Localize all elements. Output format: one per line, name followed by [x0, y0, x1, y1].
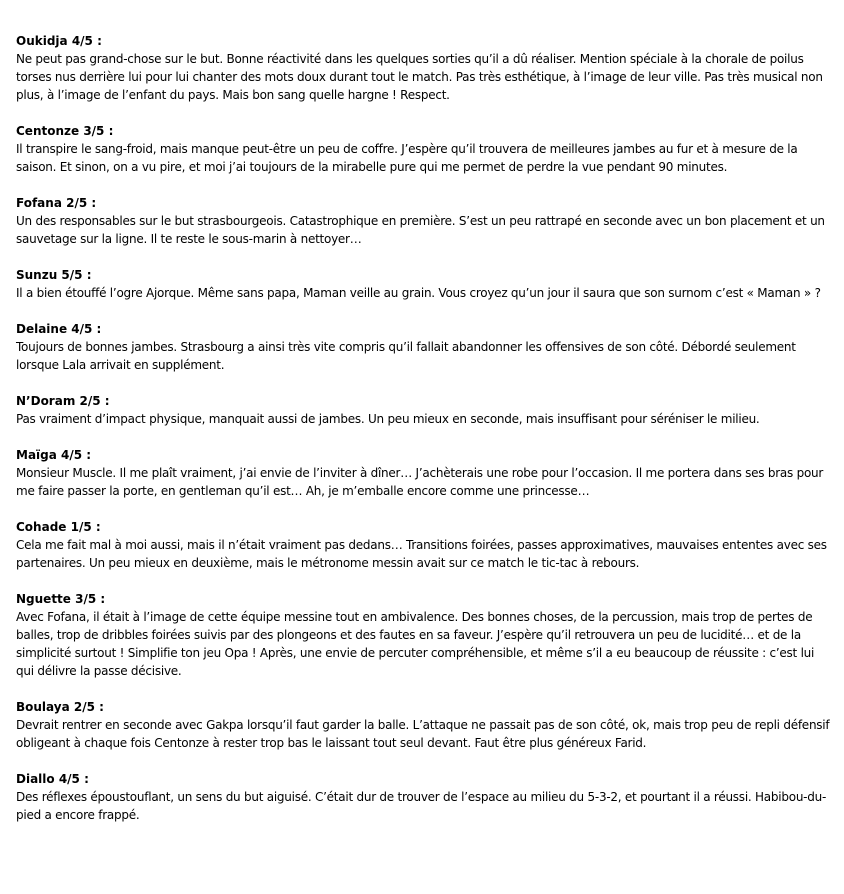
player-name-rating: Boulaya 2/5 :: [16, 700, 104, 714]
player-name-rating: Centonze 3/5 :: [16, 124, 114, 138]
player-name-rating: Diallo 4/5 :: [16, 772, 89, 786]
player-rating-ndoram: [16, 392, 831, 428]
player-comment: Avec Fofana, il était à l’image de cette équipe messine tout en ambivalence. Des bonnes choses, de la percussion, mais trop de pertes de balles, trop de dribbles foirées suivis par des plongeons et des fautes en sa faveur. J’espère qu’il retrouvera un peu de lucidité… et de la simplicité surtout ! Simplifie ton jeu Opa ! Après, une envie de percuter compréhensible, et même s’il a eu beaucoup de réussite : c’est lui qui délivre la passe décisive.: [16, 610, 815, 678]
player-name-rating: Delaine 4/5 :: [16, 322, 102, 336]
player-rating-oukidja: [16, 32, 831, 104]
player-comment: Pas vraiment d’impact physique, manquait aussi de jambes. Un peu mieux en seconde, mais insuffisant pour séréniser le milieu.: [16, 412, 760, 426]
player-name-rating: Maïga 4/5 :: [16, 448, 92, 462]
player-comment: Toujours de bonnes jambes. Strasbourg a ainsi très vite compris qu’il fallait abandonner les offensives de son côté. Débordé seulement lorsque Lala arrivait en supplément.: [16, 340, 796, 372]
player-rating-delaine: [16, 320, 831, 374]
player-comment: Ne peut pas grand-chose sur le but. Bonne réactivité dans les quelques sorties qu’il a dû réaliser. Mention spéciale à la chorale de poilus torses nus derrière lui pour lui chanter des mots doux durant tout le match. Pas très esthétique, à l’image de leur ville. Pas très musical non plus, à l’image de l’enfant du pays. Mais bon sang quelle hargne ! Respect.: [16, 52, 823, 102]
player-rating-centonze: [16, 122, 831, 176]
player-rating-fofana: [16, 194, 831, 248]
player-comment: Il transpire le sang-froid, mais manque peut-être un peu de coffre. J’espère qu’il trouvera de meilleures jambes au fur et à mesure de la saison. Et sinon, on a vu pire, et moi j’ai toujours de la mirabelle pure qui me permet de perdre la vue pendant 90 minutes.: [16, 142, 798, 174]
player-rating-cohade: [16, 518, 831, 572]
player-rating-maiga: [16, 446, 831, 500]
document-body: [16, 32, 831, 842]
player-comment: Monsieur Muscle. Il me plaît vraiment, j’ai envie de l’inviter à dîner… J’achèterais une robe pour l’occasion. Il me portera dans ses bras pour me faire passer la porte, en gentleman qu’il est… Ah, je m’emballe encore comme une princesse…: [16, 466, 824, 498]
player-rating-nguette: [16, 590, 831, 680]
player-name-rating: N’Doram 2/5 :: [16, 394, 110, 408]
player-rating-sunzu: [16, 266, 831, 302]
player-comment: Un des responsables sur le but strasbourgeois. Catastrophique en première. S’est un peu rattrapé en seconde avec un bon placement et un sauvetage sur la ligne. Il te reste le sous-marin à nettoyer…: [16, 214, 825, 246]
player-comment: Cela me fait mal à moi aussi, mais il n’était vraiment pas dedans… Transitions foirées, passes approximatives, mauvaises ententes avec ses partenaires. Un peu mieux en deuxième, mais le métronome messin avait sur ce match le tic-tac à rebours.: [16, 538, 827, 570]
player-name-rating: Sunzu 5/5 :: [16, 268, 92, 282]
player-comment: Devrait rentrer en seconde avec Gakpa lorsqu’il faut garder la balle. L’attaque ne passait pas de son côté, ok, mais trop peu de repli défensif obligeant à chaque fois Centonze à rester trop bas le laissant tout seul devant. Faut être plus généreux Farid.: [16, 718, 830, 750]
player-rating-boulaya: [16, 698, 831, 752]
player-comment: Il a bien étouffé l’ogre Ajorque. Même sans papa, Maman veille au grain. Vous croyez qu’un jour il saura que son surnom c’est « Maman » ?: [16, 286, 821, 300]
player-name-rating: Oukidja 4/5 :: [16, 34, 102, 48]
player-comment: Des réflexes époustouflant, un sens du but aiguisé. C’était dur de trouver de l’espace au milieu du 5-3-2, et pourtant il a réussi. Habibou-du-pied a encore frappé.: [16, 790, 827, 822]
player-name-rating: Cohade 1/5 :: [16, 520, 101, 534]
player-name-rating: Fofana 2/5 :: [16, 196, 97, 210]
player-name-rating: Nguette 3/5 :: [16, 592, 106, 606]
player-rating-diallo: [16, 770, 831, 824]
